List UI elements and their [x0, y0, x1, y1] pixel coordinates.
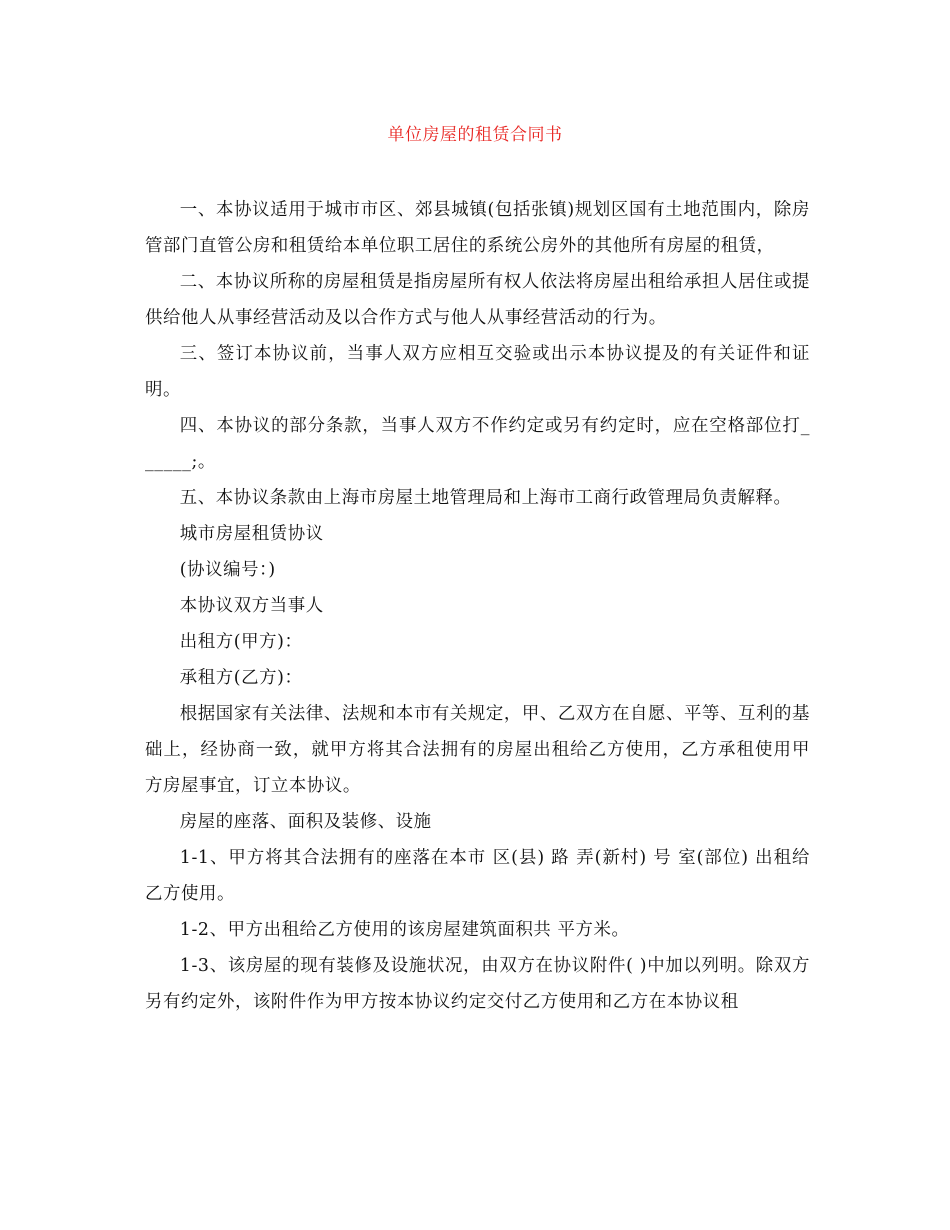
parties-heading: 本协议双方当事人: [179, 596, 324, 616]
article-1-1: 1-1、甲方将其合法拥有的座落在本市 区(县) 路 弄(新村) 号 室(部位) 出租给乙方使用。: [145, 848, 810, 904]
article-1-3: 1-3、该房屋的现有装修及设施状况，由双方在协议附件( )中加以列明。除双方另有约定外，该附件作为甲方按本协议约定交付乙方使用和乙方在本协议租: [145, 956, 810, 1012]
clause-1: 一、本协议适用于城市市区、郊县城镇(包括张镇)规划区国有土地范围内，除房管部门直管公房和租赁给本单位职工居住的系统公房外的其他所有房屋的租赁，: [145, 200, 810, 256]
clause-3: 三、签订本协议前，当事人双方应相互交验或出示本协议提及的有关证件和证明。: [145, 344, 810, 400]
document-body: [145, 192, 810, 1020]
lessor-line: 出租方(甲方)：: [179, 632, 303, 652]
document-title: 单位房屋的租赁合同书: [387, 125, 563, 145]
clause-2: 二、本协议所称的房屋租赁是指房屋所有权人依法将房屋出租给承担人居住或提供给他人从事经营活动及以合作方式与他人从事经营活动的行为。: [145, 272, 810, 328]
agreement-heading: 城市房屋租赁协议: [179, 524, 324, 544]
clause-4: 四、本协议的部分条款，当事人双方不作约定或另有约定时，应在空格部位打______;。: [145, 416, 810, 472]
lessee-line: 承租方(乙方)：: [179, 668, 303, 688]
section-heading: 房屋的座落、面积及装修、设施: [179, 812, 432, 832]
preamble-paragraph: 根据国家有关法律、法规和本市有关规定，甲、乙双方在自愿、平等、互利的基础上，经协商一致，就甲方将其合法拥有的房屋出租给乙方使用，乙方承租使用甲方房屋事宜，订立本协议。: [145, 704, 810, 796]
article-1-2: 1-2、甲方出租给乙方使用的该房屋建筑面积共 平方米。: [179, 920, 630, 940]
clause-5: 五、本协议条款由上海市房屋土地管理局和上海市工商行政管理局负责解释。: [179, 488, 792, 508]
agreement-number: (协议编号：): [179, 560, 276, 580]
